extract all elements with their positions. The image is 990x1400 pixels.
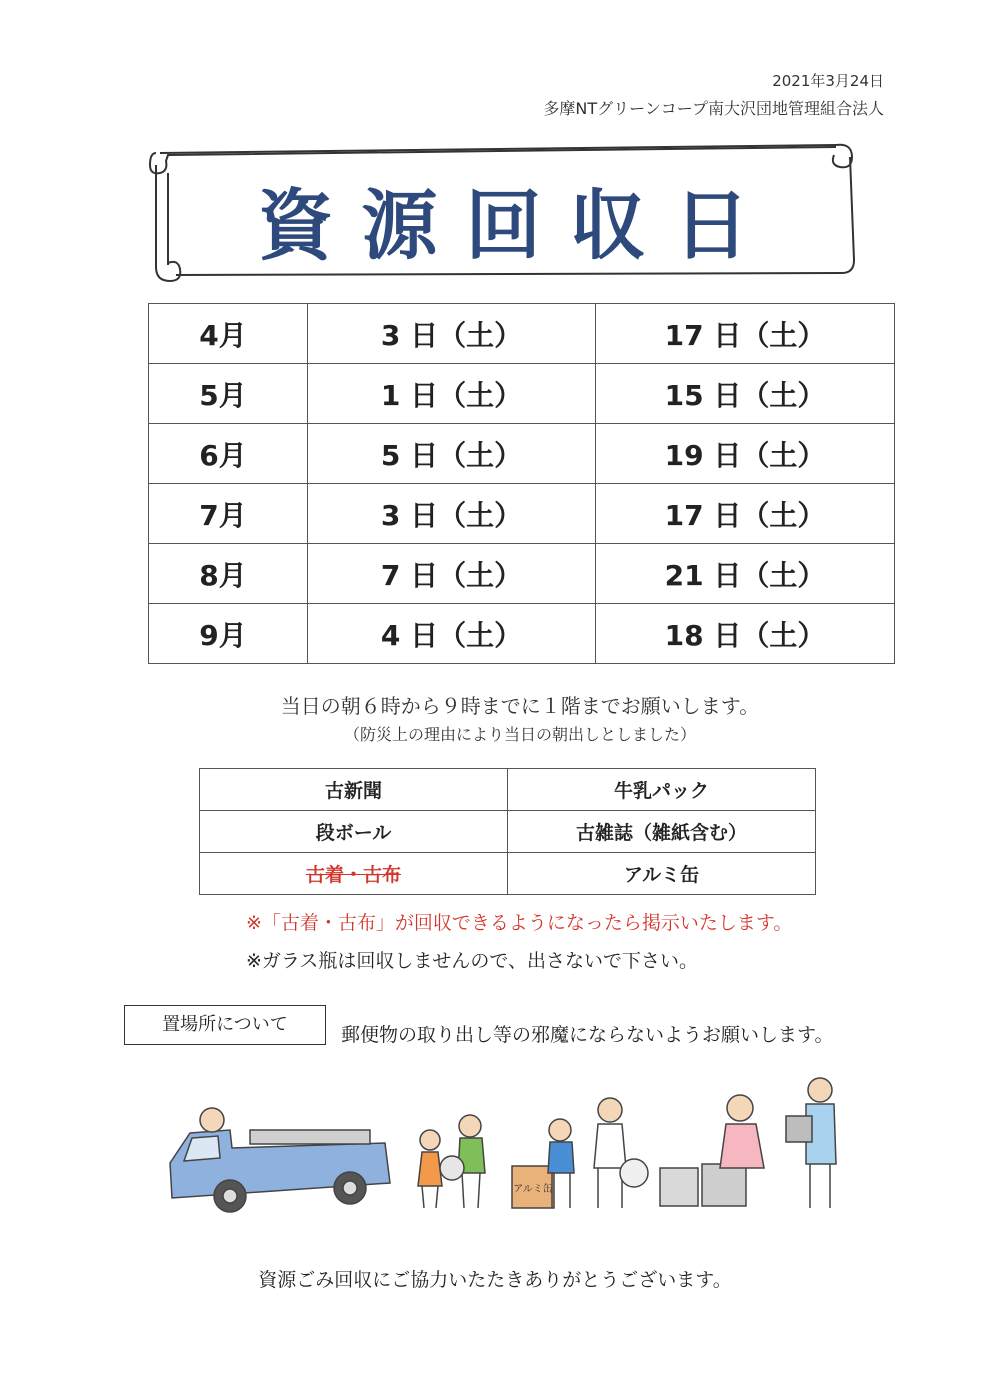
date-cell: 3 日（土） xyxy=(308,304,596,364)
table-row xyxy=(149,424,895,484)
notice-date: 2021年3月24日 xyxy=(772,72,884,90)
date-cell: 5 日（土） xyxy=(308,424,596,484)
illustration xyxy=(160,1068,880,1228)
reason-note: （防災上の理由により当日の朝出しとしました） xyxy=(343,725,696,744)
table-row xyxy=(149,364,895,424)
date-cell: 17 日（土） xyxy=(596,484,895,544)
date-cell: 1 日（土） xyxy=(308,364,596,424)
thanks-message: 資源ごみ回収にご協力いたたきありがとうございます。 xyxy=(258,1269,732,1291)
item-cell: 古新聞 xyxy=(200,769,508,811)
date-cell: 18 日（土） xyxy=(596,604,895,664)
month-cell: 9月 xyxy=(149,604,308,664)
month-cell: 4月 xyxy=(149,304,308,364)
placement-label: 置場所について xyxy=(124,1005,326,1045)
schedule-table xyxy=(148,303,895,664)
item-cell: 古雑誌（雑紙含む） xyxy=(508,811,816,853)
time-note: 当日の朝６時から９時までに１階までお願いします。 xyxy=(280,694,760,718)
month-cell: 7月 xyxy=(149,484,308,544)
placement-text: 郵便物の取り出し等の邪魔にならないようお願いします。 xyxy=(341,1024,834,1046)
organization-name: 多摩NTグリーンコープ南大沢団地管理組合法人 xyxy=(543,99,884,118)
item-cell: 段ボール xyxy=(200,811,508,853)
item-cell: アルミ缶 xyxy=(508,853,816,895)
month-cell: 8月 xyxy=(149,544,308,604)
table-row xyxy=(149,544,895,604)
item-cell: 牛乳パック xyxy=(508,769,816,811)
date-cell: 4 日（土） xyxy=(308,604,596,664)
table-row xyxy=(149,484,895,544)
struck-item-label: 古着・古布 xyxy=(305,864,401,886)
people-icon xyxy=(418,1078,836,1208)
box-label: アルミ缶 xyxy=(513,1184,553,1195)
table-row xyxy=(149,304,895,364)
truck-icon xyxy=(170,1108,390,1212)
date-cell: 3 日（土） xyxy=(308,484,596,544)
month-cell: 5月 xyxy=(149,364,308,424)
table-row xyxy=(200,853,816,895)
title-banner xyxy=(146,135,861,285)
date-cell: 15 日（土） xyxy=(596,364,895,424)
items-table xyxy=(199,768,816,895)
date-cell: 17 日（土） xyxy=(596,304,895,364)
table-row xyxy=(149,604,895,664)
table-row xyxy=(200,811,816,853)
cloth-warning: ※「古着・古布」が回収できるようになったら掲示いたします。 xyxy=(246,912,793,934)
glass-warning: ※ガラス瓶は回収しませんので、出さないで下さい。 xyxy=(246,950,698,972)
date-cell: 19 日（土） xyxy=(596,424,895,484)
date-cell: 21 日（土） xyxy=(596,544,895,604)
date-cell: 7 日（土） xyxy=(308,544,596,604)
table-row xyxy=(200,769,816,811)
month-cell: 6月 xyxy=(149,424,308,484)
item-cell-struck xyxy=(200,853,508,895)
page-title: 資源回収日 xyxy=(257,181,778,270)
